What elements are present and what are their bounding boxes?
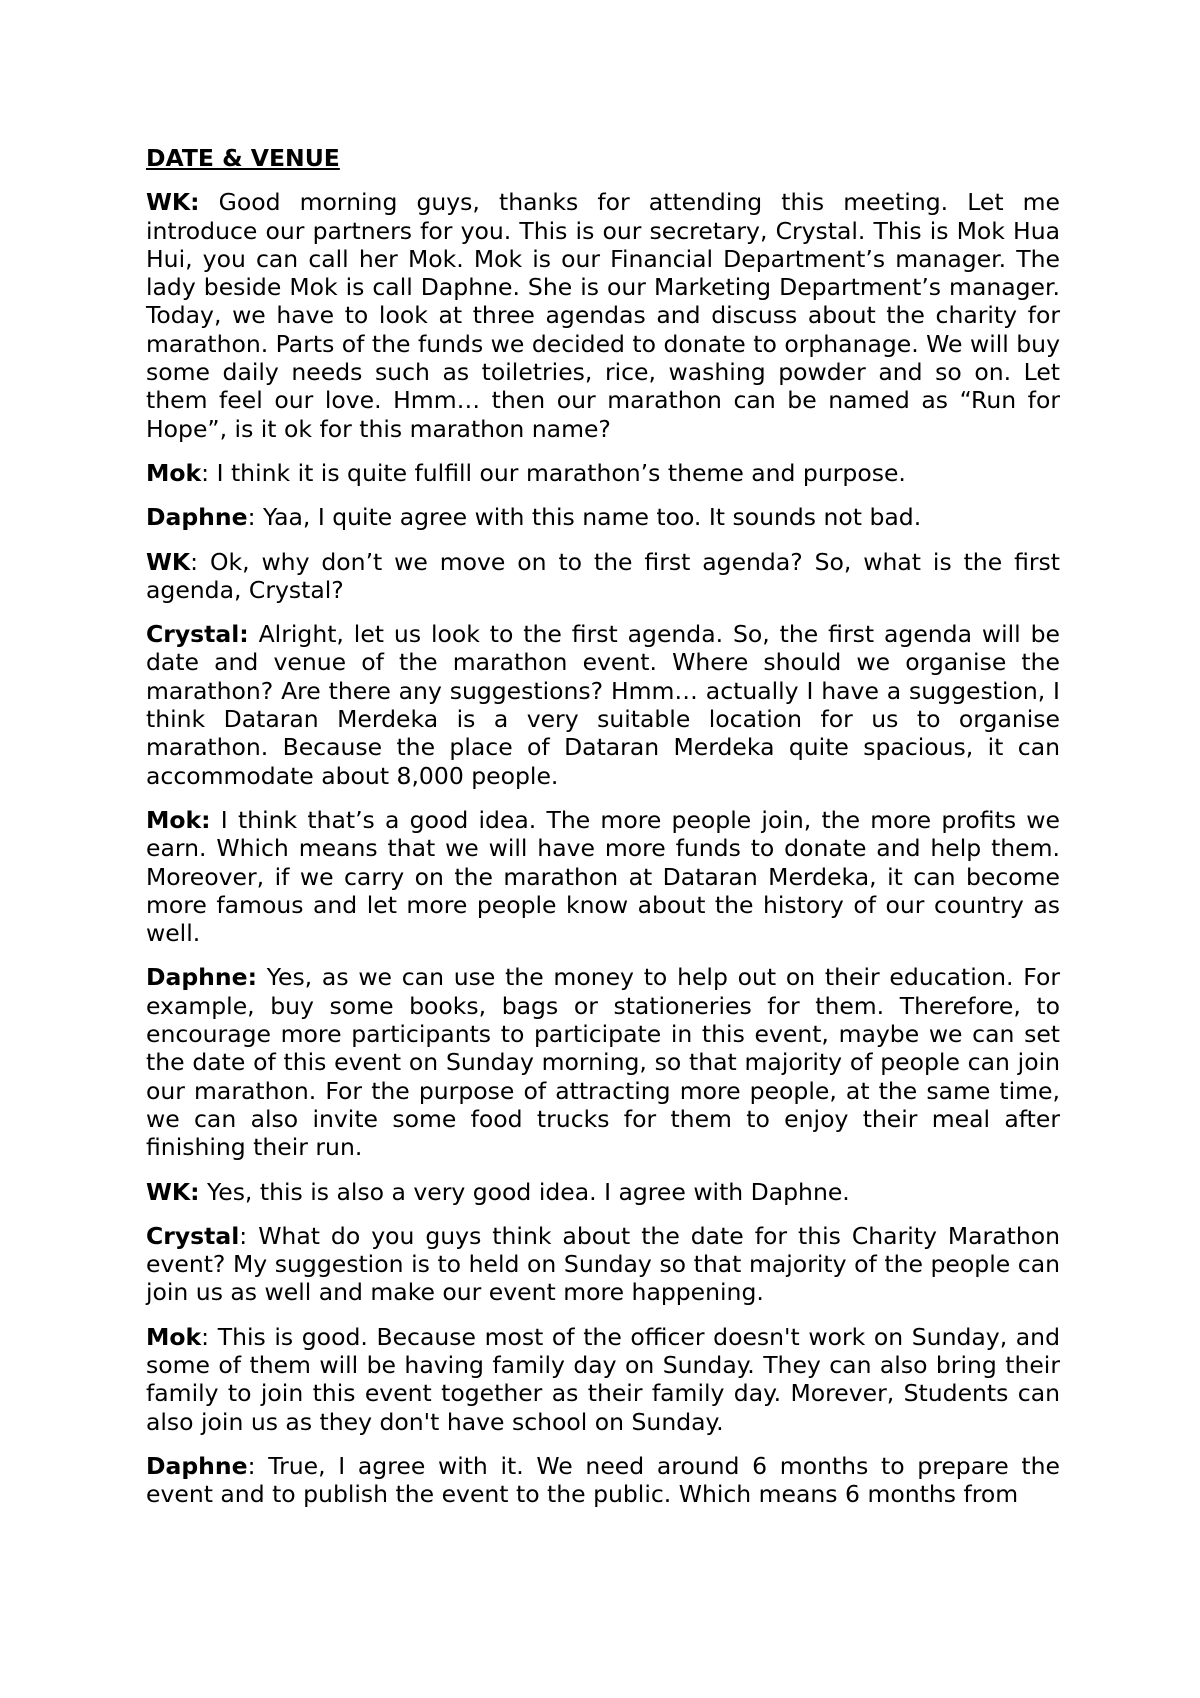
speaker-name: Mok — [146, 1322, 202, 1351]
speaker-separator: : — [239, 1221, 248, 1250]
dialogue-text: True, I agree with it. We need around 6 months to prepare the event and to publish the event to the public. Which means 6 months from — [146, 1451, 1060, 1509]
dialogue-text: I think that’s a good idea. The more people join, the more profits we earn. Which means that we will have more funds to donate and help them. Moreover, if we carry on the marathon at Dataran Merdeka, it can become more famous and let more people know about the history of our country as well. — [146, 805, 1060, 948]
speaker-separator: : — [247, 503, 256, 532]
dialogue-text: Yaa, I quite agree with this name too. It sounds not bad. — [255, 503, 922, 532]
dialogue-text: What do you guys think about the date for this Charity Marathon event? My suggestion is to held on Sunday so that majority of the people can join us as well and make our event more happening. — [146, 1221, 1060, 1307]
speaker-name: Mok: — [146, 805, 211, 834]
dialogue-paragraph — [146, 188, 1060, 443]
dialogue-paragraph — [146, 548, 1060, 605]
speaker-separator: : — [201, 1322, 210, 1351]
dialogue-paragraph — [146, 503, 1060, 531]
dialogue-text: Yes, this is also a very good idea. I agree with Daphne. — [199, 1177, 850, 1206]
speaker-separator: : — [201, 458, 210, 487]
speaker-name: Daphne — [146, 503, 248, 532]
section-heading: DATE & VENUE — [146, 144, 340, 172]
speaker-name: WK: — [146, 188, 200, 217]
speaker-name: WK — [146, 547, 191, 576]
dialogue-text: Alright, let us look to the first agenda. So, the first agenda will be date and venue of the marathon event. Where should we organise the marathon? Are there any suggestions? Hmm… actually I have a suggestion, I think Dataran Merdeka is a very suitable location for us to organise marathon. Because the place of Dataran Merdeka quite spacious, it can accommodate about 8,000 people. — [146, 620, 1060, 790]
dialogue-text: I think it is quite fulfill our marathon’s theme and purpose. — [209, 458, 906, 487]
dialogue-text: Yes, as we can use the money to help out on their education. For example, buy some books, bags or stationeries for them. Therefore, to encourage more participants to participate in this event, maybe we can set the date of this event on Sunday morning, so that majority of people can join our marathon. For the purpose of attracting more people, at the same time, we can also invite some food trucks for them to enjoy their meal after finishing their run. — [146, 963, 1060, 1162]
speaker-separator: : — [247, 1451, 256, 1480]
dialogue-paragraph — [146, 1323, 1060, 1436]
dialogue-text: Good morning guys, thanks for attending this meeting. Let me introduce our partners for you. This is our secretary, Crystal. This is Mok Hua Hui, you can call her Mok. Mok is our Financial Department’s manager. The lady beside Mok is call Daphne. She is our Marketing Department’s manager. Today, we have to look at three agendas and discuss about the charity for marathon. Parts of the funds we decided to donate to orphanage. We will buy some daily needs such as toiletries, rice, washing powder and so on. Let them feel our love. Hmm… then our marathon can be named as “Run for Hope”, is it ok for this marathon name? — [146, 188, 1060, 443]
speaker-name: Crystal — [146, 1221, 240, 1250]
speaker-name: Mok — [146, 458, 202, 487]
speaker-name: Crystal: — [146, 620, 249, 649]
dialogue-paragraph — [146, 1222, 1060, 1307]
dialogue-paragraph — [146, 620, 1060, 790]
dialogue-text: This is good. Because most of the officer doesn't work on Sunday, and some of them will be having family day on Sunday. They can also bring their family to join this event together as their family day. Morever, Students can also join us as they don't have school on Sunday. — [146, 1322, 1060, 1436]
dialogue-paragraph — [146, 806, 1060, 947]
speaker-name: Daphne — [146, 1451, 248, 1480]
dialogue-paragraph — [146, 963, 1060, 1161]
speaker-name: Daphne: — [146, 963, 257, 992]
speaker-name: WK: — [146, 1177, 200, 1206]
dialogue-paragraph — [146, 459, 1060, 487]
document-body — [146, 144, 1060, 1524]
dialogue-paragraph — [146, 1178, 1060, 1206]
dialogue-text: Ok, why don’t we move on to the first agenda? So, what is the first agenda, Crystal? — [146, 547, 1060, 604]
dialogue-paragraph — [146, 1452, 1060, 1509]
speaker-separator: : — [190, 547, 199, 576]
